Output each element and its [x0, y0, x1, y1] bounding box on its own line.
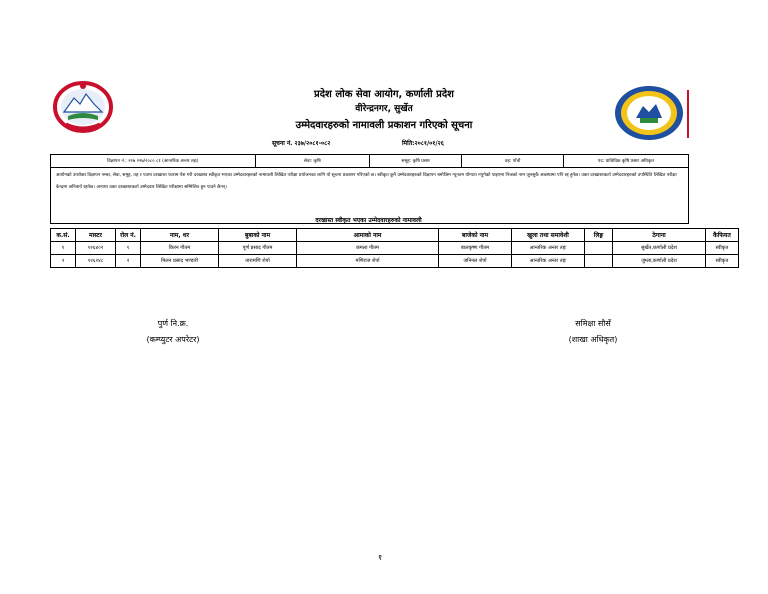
cell-gender: [585, 242, 613, 255]
left-signature-block: [128, 318, 218, 345]
cell-address: सुर्खेत,कर्णाली प्रदेश: [613, 242, 706, 255]
col-gender: लिङ्ग: [585, 229, 613, 242]
col-category: खुला तथा समावेशी: [512, 229, 585, 242]
cell-mother: कमला गौतम: [297, 242, 439, 255]
notice-date: मिति:२०८१/०१/२६: [402, 140, 444, 147]
cell-roll: १: [116, 242, 141, 255]
commission-location: वीरेन्द्रनगर, सुर्खेत: [355, 104, 413, 114]
table-row: [51, 242, 739, 255]
cell-category: आन्तरिक अन्तर तहः: [512, 242, 585, 255]
col-father: बुबाको नाम: [219, 229, 297, 242]
info-post: पद: प्राविधिक कृषि प्रसार अधिकृत: [597, 159, 654, 164]
info-advertisement-no: विज्ञापन नं.: २२७ २२७/२०८० ८१ (आन्तरिक अन्तर तहः): [51, 155, 256, 167]
cell-address: जुम्ला,कर्णाली प्रदेश: [613, 255, 706, 268]
cell-gender: [585, 255, 613, 268]
table-header-row: [51, 229, 739, 242]
cell-master: १२६४०२: [76, 242, 116, 255]
cell-grandfather: जनिनल शेर्पा: [439, 255, 512, 268]
col-name: नाम, थर: [141, 229, 219, 242]
notice-paragraph: आयोगको उपरोक्त विज्ञापन नम्बर, सेवा, समूह, तह र पदमा दरखास्त फाराम पेश गरी दरखास्त स्वीकृत भएका उम्मेदवारहरुको नामावली लिखित परीक्षा प्रयोजनका लागि यो सूचना प्रकाशन गरिएको छ। स्वीकृत कुनै उम्मेदवारहरुको विज्ञापन बमोजिम न्यूनतम योग्यता नपुगेको पाइएमा निजको नाम जुनसुकै अवस्थामा पनि रद्द हुनेछ। उक्त दरखास्तकर्ता उम्मेदवारहरुको उपस्थिति लिखित परीक्षा केन्द्रमा अनिवार्य रहनेछ। अन्यथा उक्त दरखास्तकर्ता उम्मेदवार लिखित परीक्षामा सम्मिलित हुन पाउने छैनन्।: [50, 166, 689, 224]
info-service: सेवा: कृषि: [256, 155, 370, 167]
psc-seal-logo: [612, 84, 690, 142]
col-mother: आमाको नाम: [297, 229, 439, 242]
commission-name: प्रदेश लोक सेवा आयोग, कर्णाली प्रदेश: [314, 89, 454, 100]
candidate-table: [50, 228, 739, 268]
cell-category: आन्तरिक अन्तर तहः: [512, 255, 585, 268]
right-signature-block: [548, 318, 638, 345]
nepal-emblem-logo: [52, 80, 114, 134]
cell-father: पूर्ण प्रसाद गौतम: [219, 242, 297, 255]
cell-father: तारामणि शेर्पा: [219, 255, 297, 268]
cell-roll: २: [116, 255, 141, 268]
col-remarks: कैफियत: [706, 229, 739, 242]
table-row: [51, 255, 739, 268]
page-number: १: [378, 553, 383, 562]
cell-remarks: स्वीकृत: [706, 255, 739, 268]
cell-sn: २: [51, 255, 76, 268]
cell-grandfather: बालकृष्ण गौतम: [439, 242, 512, 255]
cell-remarks: स्वीकृत: [706, 242, 739, 255]
left-signatory-title: (कम्प्युटर अपरेटर): [146, 335, 200, 344]
cell-name: किरन गौतम: [141, 242, 219, 255]
right-signatory-title: (शाखा अधिकृत): [568, 335, 618, 344]
col-roll: रोल नं.: [116, 229, 141, 242]
notice-number: सूचना नं. २३७/२०८१-०८२: [272, 140, 331, 147]
col-address: ठेगाना: [613, 229, 706, 242]
cell-master: १२६२४८: [76, 255, 116, 268]
notice-title: उम्मेदवारहरुको नामावली प्रकाशन गरिएको सूचना: [295, 120, 473, 131]
cell-sn: १: [51, 242, 76, 255]
left-signatory-name: पुर्ण नि.क्र.: [157, 319, 189, 328]
col-sn: क.सं.: [51, 229, 76, 242]
table-title: दरखास्त स्वीकृत भएका उम्मेदवारहरुको नामावली: [315, 217, 422, 224]
info-group: समूह: कृषि प्रसार: [370, 155, 462, 167]
col-master: मास्टर: [76, 229, 116, 242]
col-grandfather: बाजेको नाम: [439, 229, 512, 242]
info-level: तह: पाँचौ: [462, 155, 563, 167]
cell-name: मिलन प्रसाद भण्डारी: [141, 255, 219, 268]
right-signatory-name: समिक्षा सौसँ: [575, 319, 611, 328]
cell-mother: मणिराज शेर्पा: [297, 255, 439, 268]
